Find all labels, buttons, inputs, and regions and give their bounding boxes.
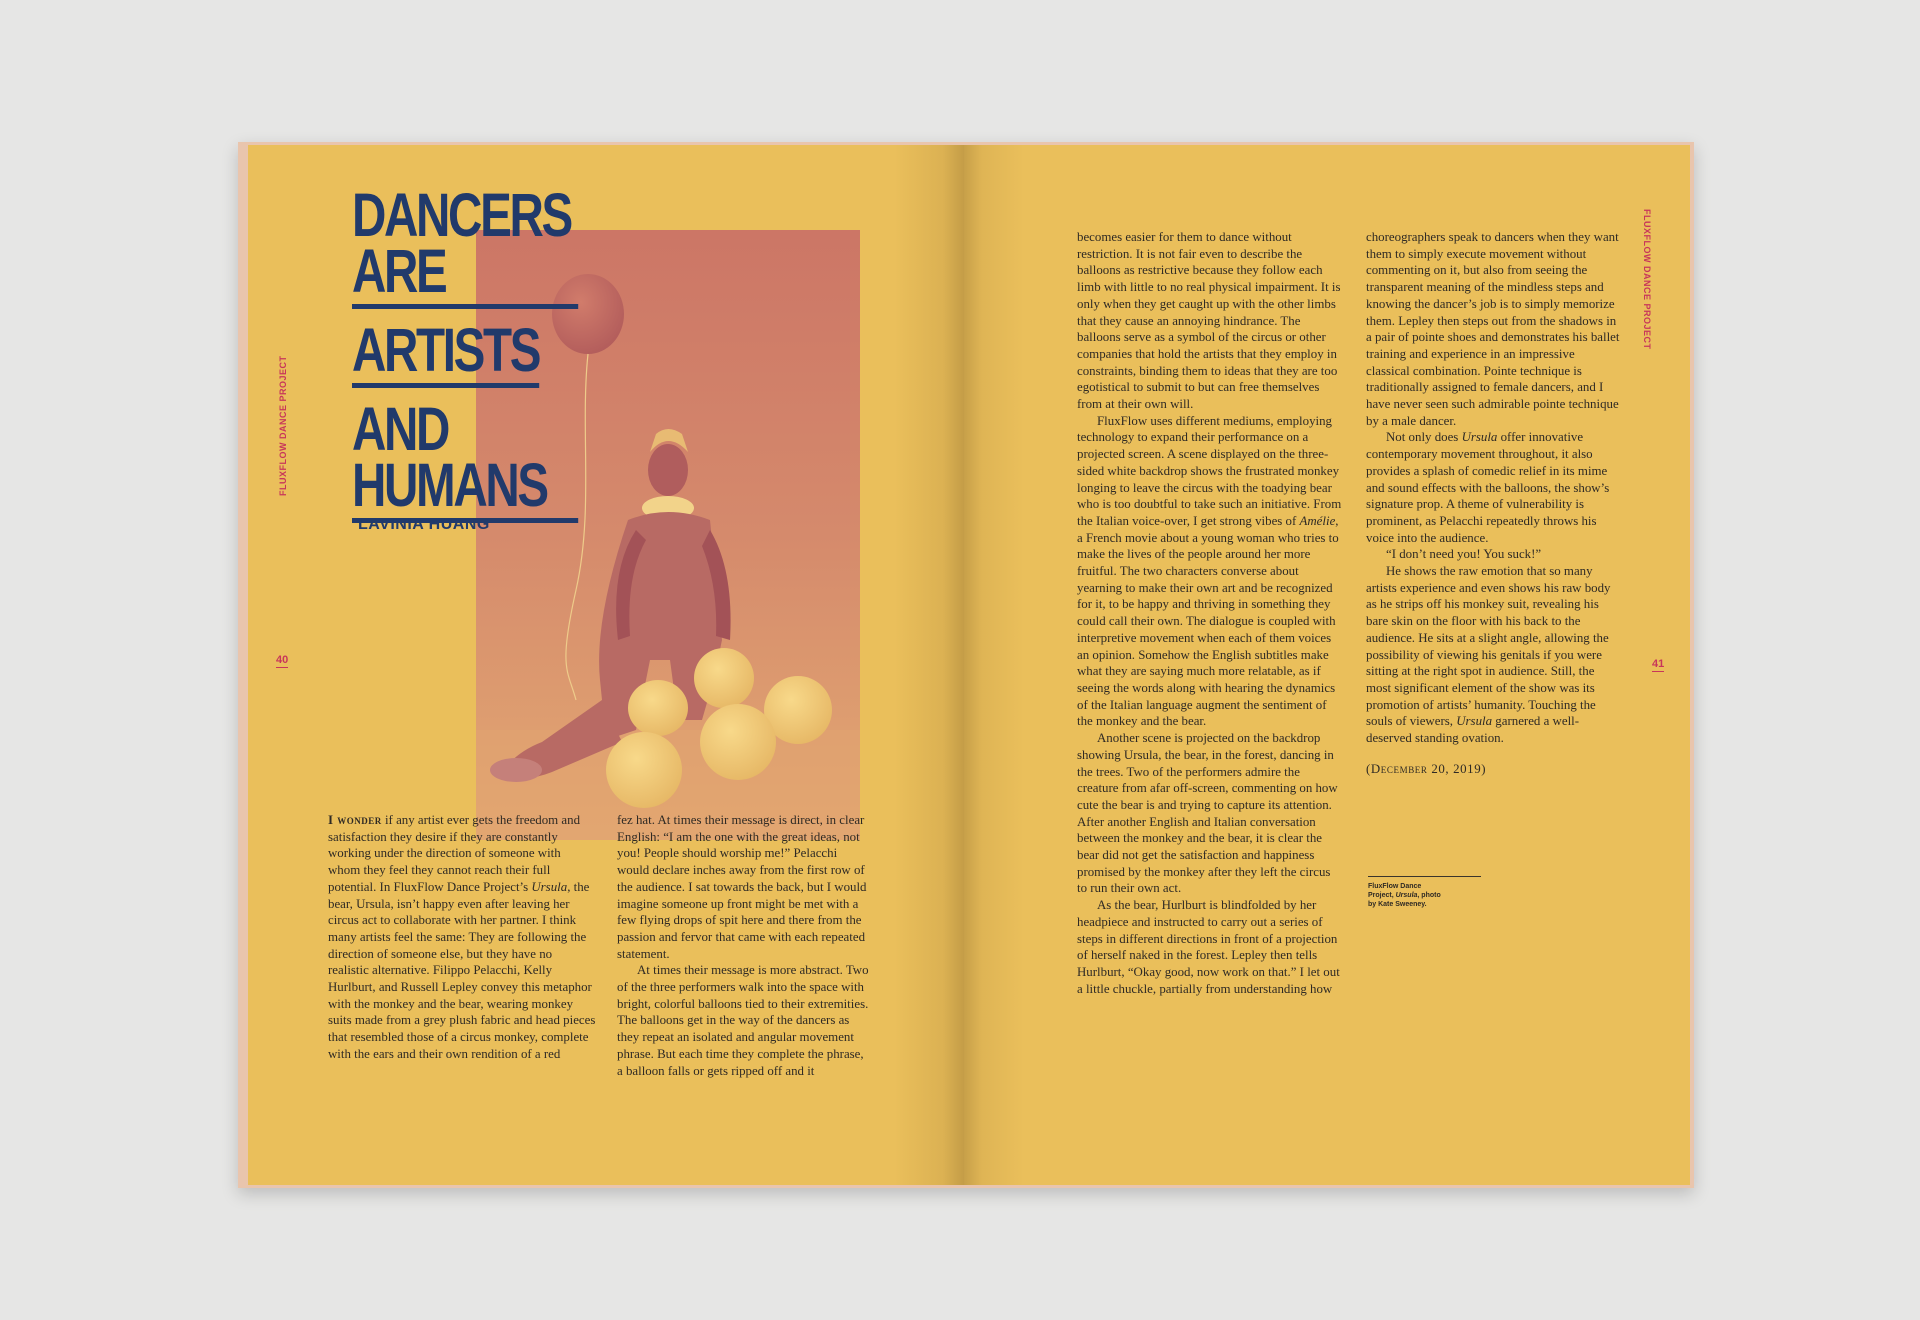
paragraph: As the bear, Hurlburt is blindfolded by her headpiece and instructed to carry out a series of steps in different directions in front of a projection of herself naked in the forest. Lepley then tells Hurlburt, “Okay good, now work on that.” I let out a little chuckle, partially from understanding how bbox=[1077, 898, 1340, 996]
paragraph: Another scene is projected on the backdrop showing Ursula, the bear, in the forest, dancing in the trees. Two of the performers admire the creature from afar off-screen, commenting on how cute the bear is and trying to capture its attention. After another English and Italian conversation between the monkey and the bear, it is clear the bear did not get the satisfaction and happiness promised by the monkey after they left the circus to run their own act. bbox=[1077, 731, 1338, 896]
article-title bbox=[352, 181, 578, 536]
right-page bbox=[964, 145, 1690, 1185]
text-column-2 bbox=[617, 812, 869, 1079]
page-gutter-shadow bbox=[894, 145, 964, 1185]
paragraph: FluxFlow uses different mediums, employing technology to expand their performance on a projected screen. A scene displayed on the three-sided white backdrop shows the frustrated monkey longing to leave the circus with the toadying bear who is too doubtful to take such an initiative. From the Italian voice-over, I get strong vibes of Amélie, a French movie about a young woman who tries to make the lives of the people around her more fruitful. The two characters converse about yearning to make their own art and be recognized for it, to be happy and thriving in something they could call their own. The dialogue is coupled with interpretive movement when each of them voices an opinion. Somehow the English subtitles make what they are saying much more relatable, as if seeing the words along with hearing the dynamics of the Italian language augment the sentiment of the monkey and the bear. bbox=[1077, 413, 1342, 729]
paragraph: I wonder if any artist ever gets the freedom and satisfaction they desire if they are constantly working under the direction of someone with whom they feel they cannot reach their full potential. In FluxFlow Dance Project’s Ursula, the bear, Ursula, isn’t happy even after leaving her circus act to collaborate with her partner. I think many artists feel the same: They are following the direction of someone else, but they have no realistic alternative. Filippo Pelacchi, Kelly Hurlburt, and Russell Lepley convey this metaphor with the monkey and the bear, wearing monkey suits made from a grey plush fabric and head pieces that resembled those of a circus monkey, complete with the ears and their own rendition of a red bbox=[328, 813, 596, 1061]
title-line-3: AND HUMANS bbox=[352, 401, 578, 523]
article-date: (December 20, 2019) bbox=[1366, 761, 1487, 776]
running-head-right: FLUXFLOW DANCE PROJECT bbox=[1642, 209, 1652, 350]
paragraph: He shows the raw emotion that so many artists experience and even shows his raw body as he strips off his monkey suit, revealing his bare skin on the floor with his back to the audience. He sits at a slight angle, allowing the possibility of viewing his genitals if you were sitting at the right spot in audience. Still, the most significant element of the show was its promotion of artists’ humanity. Touching the souls of viewers, Ursula garnered a well-deserved standing ovation. bbox=[1366, 564, 1611, 746]
paragraph: choreographers speak to dancers when they want them to simply execute movement without commenting on it, but also from seeing the transparent meaning of the mindless steps and knowing the dancer’s job is to simply memorize them. Lepley then steps out from the shadows in a pair of pointe shoes and demonstrates his ballet training and experience in an impressive classical combination. Pointe technique is traditionally assigned to female dancers, and I have never seen such admirable pointe technique by a male dancer. bbox=[1366, 230, 1620, 428]
text-column-1 bbox=[328, 812, 596, 1063]
paragraph: “I don’t need you! You suck!” bbox=[1386, 547, 1542, 562]
page-number-left: 40 bbox=[276, 654, 289, 666]
paragraph: Not only does Ursula offer innovative contemporary movement throughout, it also provides a splash of comedic relief in its mime and sound effects with the balloons, the show’s signature prop. A theme of vulnerability is prominent, as Pelacchi repeatedly throws his voice into the audience. bbox=[1366, 430, 1610, 545]
paragraph: At times their message is more abstract. Two of the three performers walk into the space with bright, colorful balloons tied to their extremities. The balloons get in the way of the dancers as they repeat an isolated and angular movement phrase. But each time they complete the phrase, a balloon falls or gets ripped off and it bbox=[617, 963, 869, 1078]
caption-rule bbox=[1368, 876, 1481, 877]
left-page bbox=[248, 145, 964, 1185]
text-column-3 bbox=[1077, 229, 1343, 997]
page-gutter-shadow bbox=[964, 145, 1024, 1185]
text-column-4 bbox=[1366, 229, 1620, 778]
paragraph: becomes easier for them to dance without restriction. It is not fair even to describe the balloons as restrictive because they follow each limb with little to no real physical impairment. It is only when they get caught up with the other limbs that they cause an annoying hindrance. The balloons serve as a symbol of the circus or other companies that hold the artists that they employ in constraints, binding them to ideas that they are too egotistical to submit to but can free themselves from at their own will. bbox=[1077, 230, 1341, 412]
photo-caption: FluxFlow Dance Project, Ursula, photo by Kate Sweeney. bbox=[1368, 883, 1441, 908]
page-number-right: 41 bbox=[1652, 658, 1665, 670]
running-head-left: FLUXFLOW DANCE PROJECT bbox=[278, 355, 288, 496]
title-line-1: DANCERS ARE bbox=[352, 187, 578, 309]
paragraph: fez hat. At times their message is direct, in clear English: “I am the one with the great ideas, not you! People should worship me!” Pelacchi would declare inches away from the first row of the audience. I sat towards the back, but I would imagine someone up front might be met with a few flying drops of spit here and there from the passion and fervor that came with each repeated statement. bbox=[617, 813, 867, 961]
title-line-2: ARTISTS bbox=[352, 322, 539, 388]
author-byline: LAVINIA HUANG bbox=[358, 516, 490, 533]
